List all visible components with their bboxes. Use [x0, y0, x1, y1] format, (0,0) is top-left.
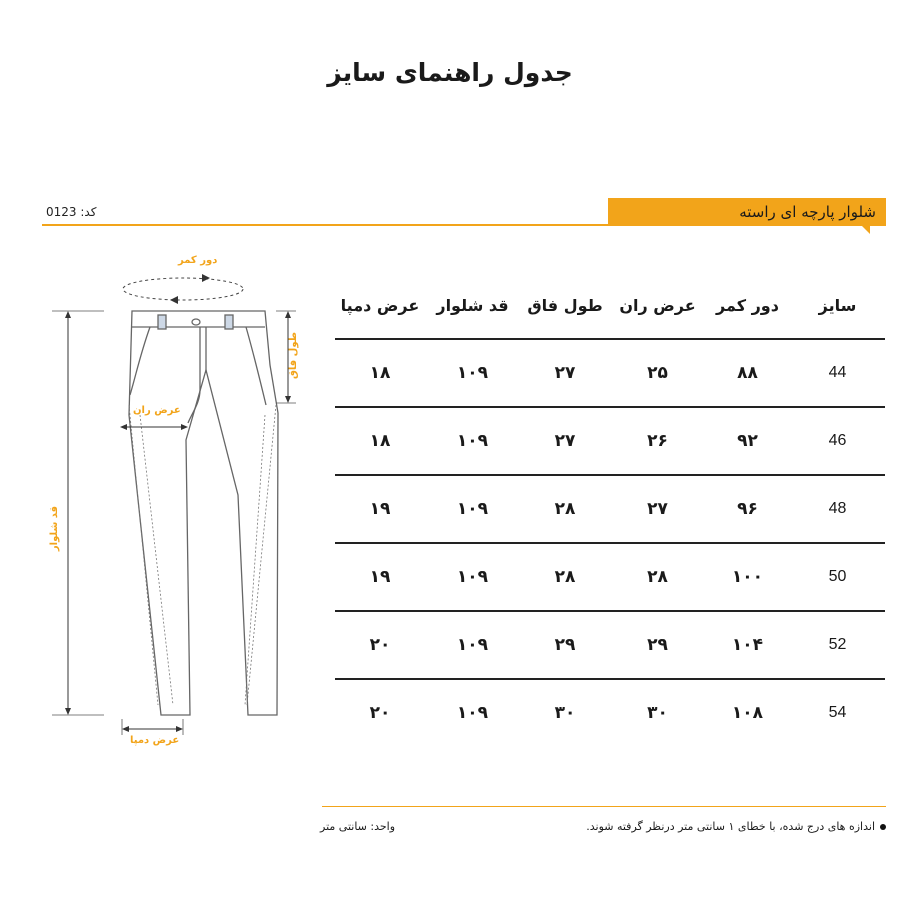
table-row [335, 544, 885, 612]
header-waist: دور کمر [716, 295, 779, 315]
cell-size: 48 [828, 500, 847, 517]
cell-rise: ۲۹ [554, 635, 576, 655]
cell-length: ۱۰۹ [456, 363, 489, 383]
waist-label: دور کمر [178, 255, 218, 266]
table-header [335, 272, 885, 340]
cell-size: 52 [828, 636, 847, 653]
header-rise: طول فاق [527, 295, 603, 315]
cell-thigh: ۲۵ [647, 363, 668, 383]
pants-diagram [40, 245, 320, 765]
product-name: شلوار پارچه ای راسته [739, 202, 876, 221]
cell-length: ۱۰۹ [456, 431, 489, 451]
product-banner [608, 198, 886, 225]
cell-size: 50 [828, 568, 847, 585]
table-row [335, 476, 885, 544]
cell-length: ۱۰۹ [456, 567, 489, 587]
cell-length: ۱۰۹ [456, 499, 489, 519]
unit-label: واحد: سانتی متر [320, 820, 396, 833]
tolerance-note-text: اندازه های درج شده، با خطای ۱ سانتی متر درنظر گرفته شوند. [586, 820, 875, 833]
cell-length: ۱۰۹ [456, 703, 489, 723]
cell-hem: ۱۹ [369, 499, 391, 519]
header-hem: عرض دمپا [340, 295, 420, 315]
table-row [335, 408, 885, 476]
cell-thigh: ۳۰ [647, 703, 668, 723]
cell-waist: ۹۶ [737, 499, 758, 519]
product-code: کد: 0123 [46, 205, 97, 219]
cell-rise: ۲۷ [554, 363, 576, 383]
cell-hem: ۲۰ [369, 703, 391, 723]
cell-thigh: ۲۹ [647, 635, 668, 655]
header-size: سایز [818, 295, 857, 315]
cell-waist: ۱۰۰ [731, 567, 764, 587]
banner-tail [861, 225, 870, 234]
cell-size: 44 [828, 364, 847, 381]
cell-length: ۱۰۹ [456, 635, 489, 655]
pants-illustration [40, 245, 320, 765]
thigh-label: عرض ران [133, 405, 181, 416]
footer-divider [322, 806, 886, 807]
cell-thigh: ۲۸ [647, 567, 668, 587]
cell-waist: ۸۸ [737, 363, 758, 383]
cell-rise: ۳۰ [554, 703, 576, 723]
table-row [335, 612, 885, 680]
cell-hem: ۱۸ [369, 363, 391, 383]
hem-label: عرض دمپا [130, 735, 180, 746]
cell-size: 54 [828, 704, 847, 721]
cell-hem: ۱۹ [369, 567, 391, 587]
table-row [335, 340, 885, 408]
header-length: قد شلوار [436, 295, 509, 315]
cell-rise: ۲۷ [554, 431, 576, 451]
cell-size: 46 [828, 432, 847, 449]
cell-waist: ۹۲ [737, 431, 758, 451]
bullet-icon [880, 824, 886, 830]
cell-rise: ۲۸ [554, 567, 576, 587]
cell-thigh: ۲۷ [647, 499, 668, 519]
cell-waist: ۱۰۸ [731, 703, 764, 723]
page-title: جدول راهنمای سایز [327, 58, 573, 87]
table-row [335, 680, 885, 746]
cell-hem: ۱۸ [369, 431, 391, 451]
rise-label: طول فاق [288, 331, 300, 380]
cell-hem: ۲۰ [369, 635, 391, 655]
header-thigh: عرض ران [619, 295, 696, 315]
tolerance-note [586, 820, 886, 833]
cell-rise: ۲۸ [554, 499, 576, 519]
cell-thigh: ۲۶ [647, 431, 668, 451]
length-label: قد شلوار [49, 505, 61, 552]
size-table [335, 272, 885, 746]
cell-waist: ۱۰۴ [731, 635, 764, 655]
